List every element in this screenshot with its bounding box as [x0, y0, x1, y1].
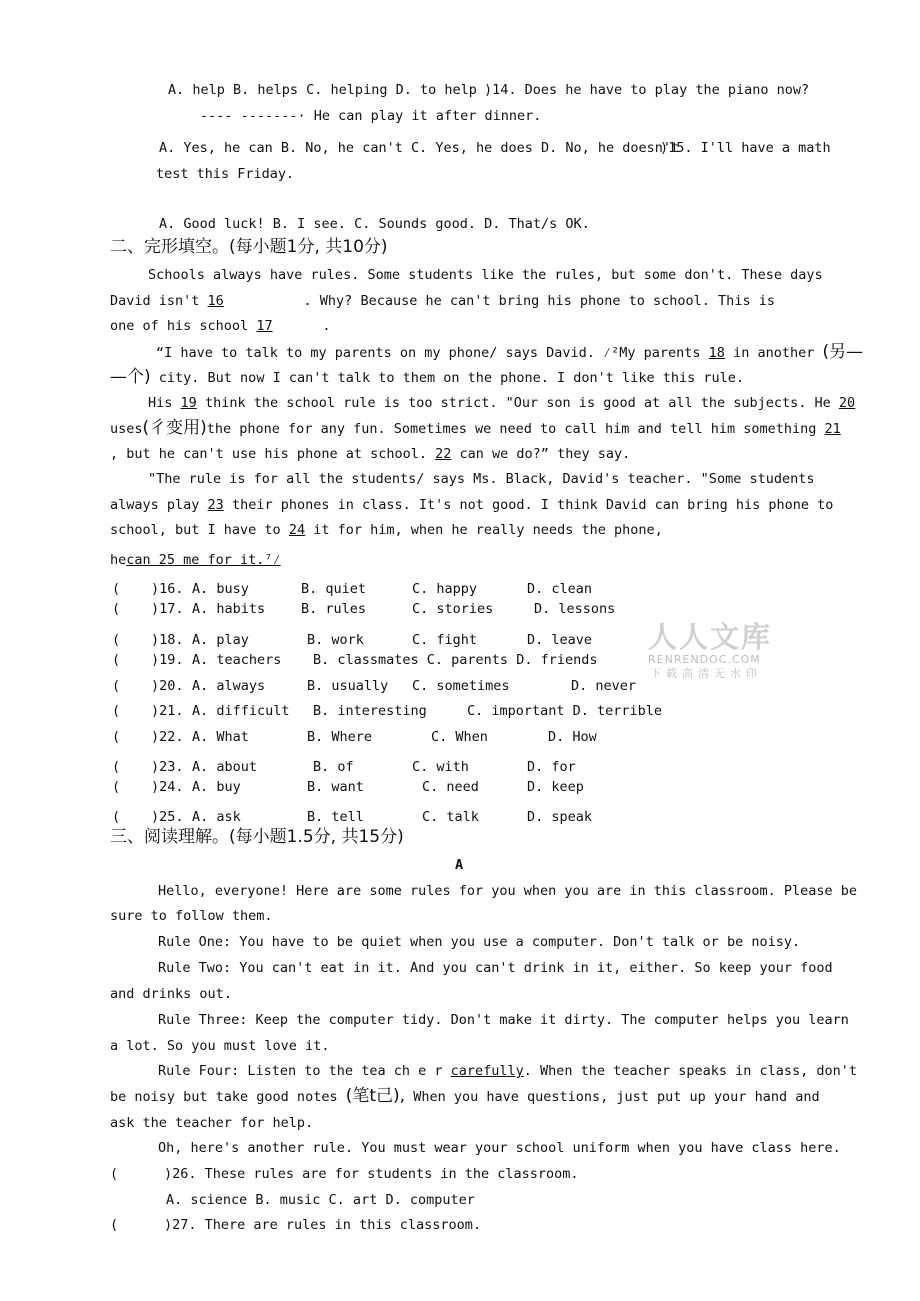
option-a: A. buy: [192, 779, 241, 795]
option-b: B. of: [313, 759, 354, 775]
question-paren: (: [112, 779, 121, 795]
option-c: C. happy: [412, 581, 478, 597]
reading-rule-four-line-2: [110, 1087, 820, 1106]
question-num: )19.: [151, 652, 184, 668]
reading-paragraph-1-line-2: sure to follow them.: [110, 908, 273, 924]
option-c: C. When: [431, 729, 488, 745]
reading-rule-four-line-1: [158, 1062, 857, 1080]
blank-22: 22: [435, 446, 452, 462]
option-c: C. important D. terrible: [467, 703, 663, 719]
question-num: )25.: [151, 809, 184, 825]
option-a: A. always: [192, 678, 266, 694]
option-d: D. never: [571, 678, 637, 694]
text: he: [110, 552, 127, 568]
text: their phones in class. It's not good. I think David can bring his phone to: [231, 497, 834, 513]
gloss-notes: (笔t己),: [345, 1086, 406, 1106]
text: always play: [110, 497, 200, 513]
q15-stem: )15. I'll have a math: [660, 140, 831, 156]
option-c: C. fight: [412, 632, 478, 648]
text: in another: [733, 345, 815, 361]
gloss-another: (另—: [822, 342, 864, 362]
option-d: D. leave: [527, 632, 593, 648]
reading-rule-one: Rule One: You have to be quiet when you use a computer. Don't talk or be noisy.: [158, 934, 801, 950]
option-b: B. Where: [307, 729, 373, 745]
section-heading-cloze: 二、完形填空。(每小题1分, 共10分): [110, 237, 388, 257]
watermark-name: 人人文库: [648, 620, 773, 654]
cloze-paragraph-4-line-3: [110, 521, 663, 539]
question-num: )21.: [151, 703, 184, 719]
q27-stem: )27. There are rules in this classroom.: [164, 1217, 481, 1233]
option-d: D. keep: [527, 779, 584, 795]
reading-paragraph-1-line-1: Hello, everyone! Here are some rules for you when you are in this classroom. Please be: [158, 883, 857, 899]
cloze-paragraph-1-line-1: Schools always have rules. Some students like the rules, but some don't. These days: [148, 267, 823, 283]
cloze-paragraph-4-line-1: "The rule is for all the students/ says Ms. Black, David's teacher. "Some students: [148, 471, 815, 487]
option-d: D. lessons: [534, 601, 616, 617]
question-num: )24.: [151, 779, 184, 795]
option-a: A. about: [192, 759, 258, 775]
reading-rule-four-line-3: ask the teacher for help.: [110, 1115, 314, 1131]
option-b: B. want: [307, 779, 364, 795]
text: Rule Four: Listen to the tea ch e r: [158, 1063, 443, 1079]
cloze-paragraph-1-line-2: [110, 292, 775, 310]
option-a: A. ask: [192, 809, 241, 825]
watermark-slogan: 下载高清无水印: [650, 667, 762, 680]
reading-rule-two-line-2: and drinks out.: [110, 986, 232, 1002]
text: David isn't: [110, 293, 200, 309]
question-num: )22.: [151, 729, 184, 745]
gloss-another-cont: —个): [110, 367, 151, 387]
blank-18: 18: [708, 345, 725, 361]
blank-24: 24: [288, 522, 306, 538]
option-b: B. classmates C. parents D. friends: [313, 652, 598, 668]
text: , but he can't use his phone at school.: [110, 446, 427, 462]
cloze-paragraph-4-line-4: [110, 551, 281, 569]
passage-label: A: [455, 857, 464, 873]
q14-stem: )14. Does he have to play the piano now?: [484, 82, 810, 98]
watermark-domain: RENRENDOC.COM: [648, 653, 761, 666]
cloze-paragraph-2-line-2: [110, 368, 744, 387]
q26-stem: )26. These rules are for students in the classroom.: [164, 1166, 579, 1182]
text: school, but I have to: [110, 522, 281, 538]
option-c: C. need: [422, 779, 479, 795]
option-b: B. interesting: [313, 703, 427, 719]
question-paren: (: [112, 759, 121, 775]
reading-paragraph-last: Oh, here's another rule. You must wear your school uniform when you have class here.: [158, 1140, 841, 1156]
cloze-paragraph-2-line-1: [156, 343, 863, 362]
underlined-word: carefully: [450, 1063, 524, 1079]
blank-23: 23: [207, 497, 224, 513]
option-a: A. difficult: [192, 703, 290, 719]
text: . Why? Because he can't bring his phone to school. This is: [303, 293, 775, 309]
question-paren: (: [112, 678, 121, 694]
option-d: D. speak: [527, 809, 593, 825]
q14-options: A. Yes, he can B. No, he can't C. Yes, he does D. No, he doesn't: [159, 140, 680, 156]
text: . When the teacher speaks in class, don't: [523, 1063, 858, 1079]
question-num: )17.: [151, 601, 184, 617]
blank-16: 16: [207, 293, 224, 309]
option-d: D. How: [548, 729, 597, 745]
text: .: [322, 318, 331, 334]
q15-options: A. Good luck! B. I see. C. Sounds good. D. That/s OK.: [159, 216, 590, 232]
option-b: B. work: [307, 632, 364, 648]
reading-rule-three-line-1: Rule Three: Keep the computer tidy. Don't make it dirty. The computer helps you learn: [158, 1012, 849, 1028]
reading-rule-three-line-2: a lot. So you must love it.: [110, 1038, 330, 1054]
option-d: D. clean: [527, 581, 593, 597]
blank-21: 21: [824, 421, 841, 437]
text: be noisy but take good notes: [110, 1089, 338, 1105]
text: city. But now I can't talk to them on the phone. I don't like this rule.: [158, 370, 744, 386]
text: think the school rule is too strict. "Our son is good at all the subjects. He: [204, 395, 831, 411]
q15-stem-cont: test this Friday.: [156, 166, 295, 182]
q14-dialog: ---- -------· He can play it after dinner.: [200, 108, 542, 124]
text: “I have to talk to my parents on my phone/ says David. ⁄²My parents: [156, 345, 701, 361]
cloze-paragraph-3-line-1: [148, 394, 855, 412]
option-b: B. rules: [301, 601, 367, 617]
text: can we do?” they say.: [459, 446, 631, 462]
option-b: B. quiet: [301, 581, 367, 597]
question-num: )23.: [151, 759, 184, 775]
text: one of his school: [110, 318, 249, 334]
cloze-paragraph-3-line-2: [110, 419, 841, 438]
q27-paren: (: [110, 1217, 119, 1233]
option-c: C. sometimes: [412, 678, 510, 694]
section-heading-reading: 三、阅读理解。(每小题1.5分, 共15分): [110, 827, 404, 847]
question-paren: (: [112, 809, 121, 825]
question-paren: (: [112, 632, 121, 648]
option-a: A. habits: [192, 601, 266, 617]
q26-paren: (: [110, 1166, 119, 1182]
question-num: )20.: [151, 678, 184, 694]
option-c: C. with: [412, 759, 469, 775]
cloze-paragraph-1-line-3: [110, 317, 330, 335]
question-num: )18.: [151, 632, 184, 648]
blank-20: 20: [838, 395, 856, 411]
gloss-use: (彳变用): [142, 418, 207, 438]
q13-options: A. help B. helps C. helping D. to help: [168, 82, 477, 98]
option-a: A. teachers: [192, 652, 282, 668]
blank-19: 19: [180, 395, 197, 411]
option-c: C. talk: [422, 809, 479, 825]
question-paren: (: [112, 652, 121, 668]
text: When you have questions, just put up your hand and: [413, 1089, 820, 1105]
question-paren: (: [112, 581, 121, 597]
q26-options: A. science B. music C. art D. computer: [166, 1192, 475, 1208]
text: His: [148, 395, 173, 411]
question-paren: (: [112, 601, 121, 617]
option-a: A. play: [192, 632, 249, 648]
option-a: A. What: [192, 729, 249, 745]
option-b: B. usually: [307, 678, 389, 694]
question-paren: (: [112, 703, 121, 719]
question-paren: (: [112, 729, 121, 745]
blank-25-line: can 25 me for it.⁷⁄: [126, 552, 281, 568]
option-b: B. tell: [307, 809, 364, 825]
reading-rule-two-line-1: Rule Two: You can't eat in it. And you can't drink in it, either. So keep your food: [158, 960, 833, 976]
blank-17: 17: [256, 318, 273, 334]
cloze-paragraph-4-line-2: [110, 496, 833, 514]
text: uses: [110, 421, 143, 437]
cloze-paragraph-3-line-3: [110, 445, 630, 463]
option-c: C. stories: [412, 601, 494, 617]
text: the phone for any fun. Sometimes we need to call him and tell him something: [206, 421, 817, 437]
question-num: )16.: [151, 581, 184, 597]
option-a: A. busy: [192, 581, 249, 597]
option-d: D. for: [527, 759, 576, 775]
text: it for him, when he really needs the phone,: [313, 522, 663, 538]
